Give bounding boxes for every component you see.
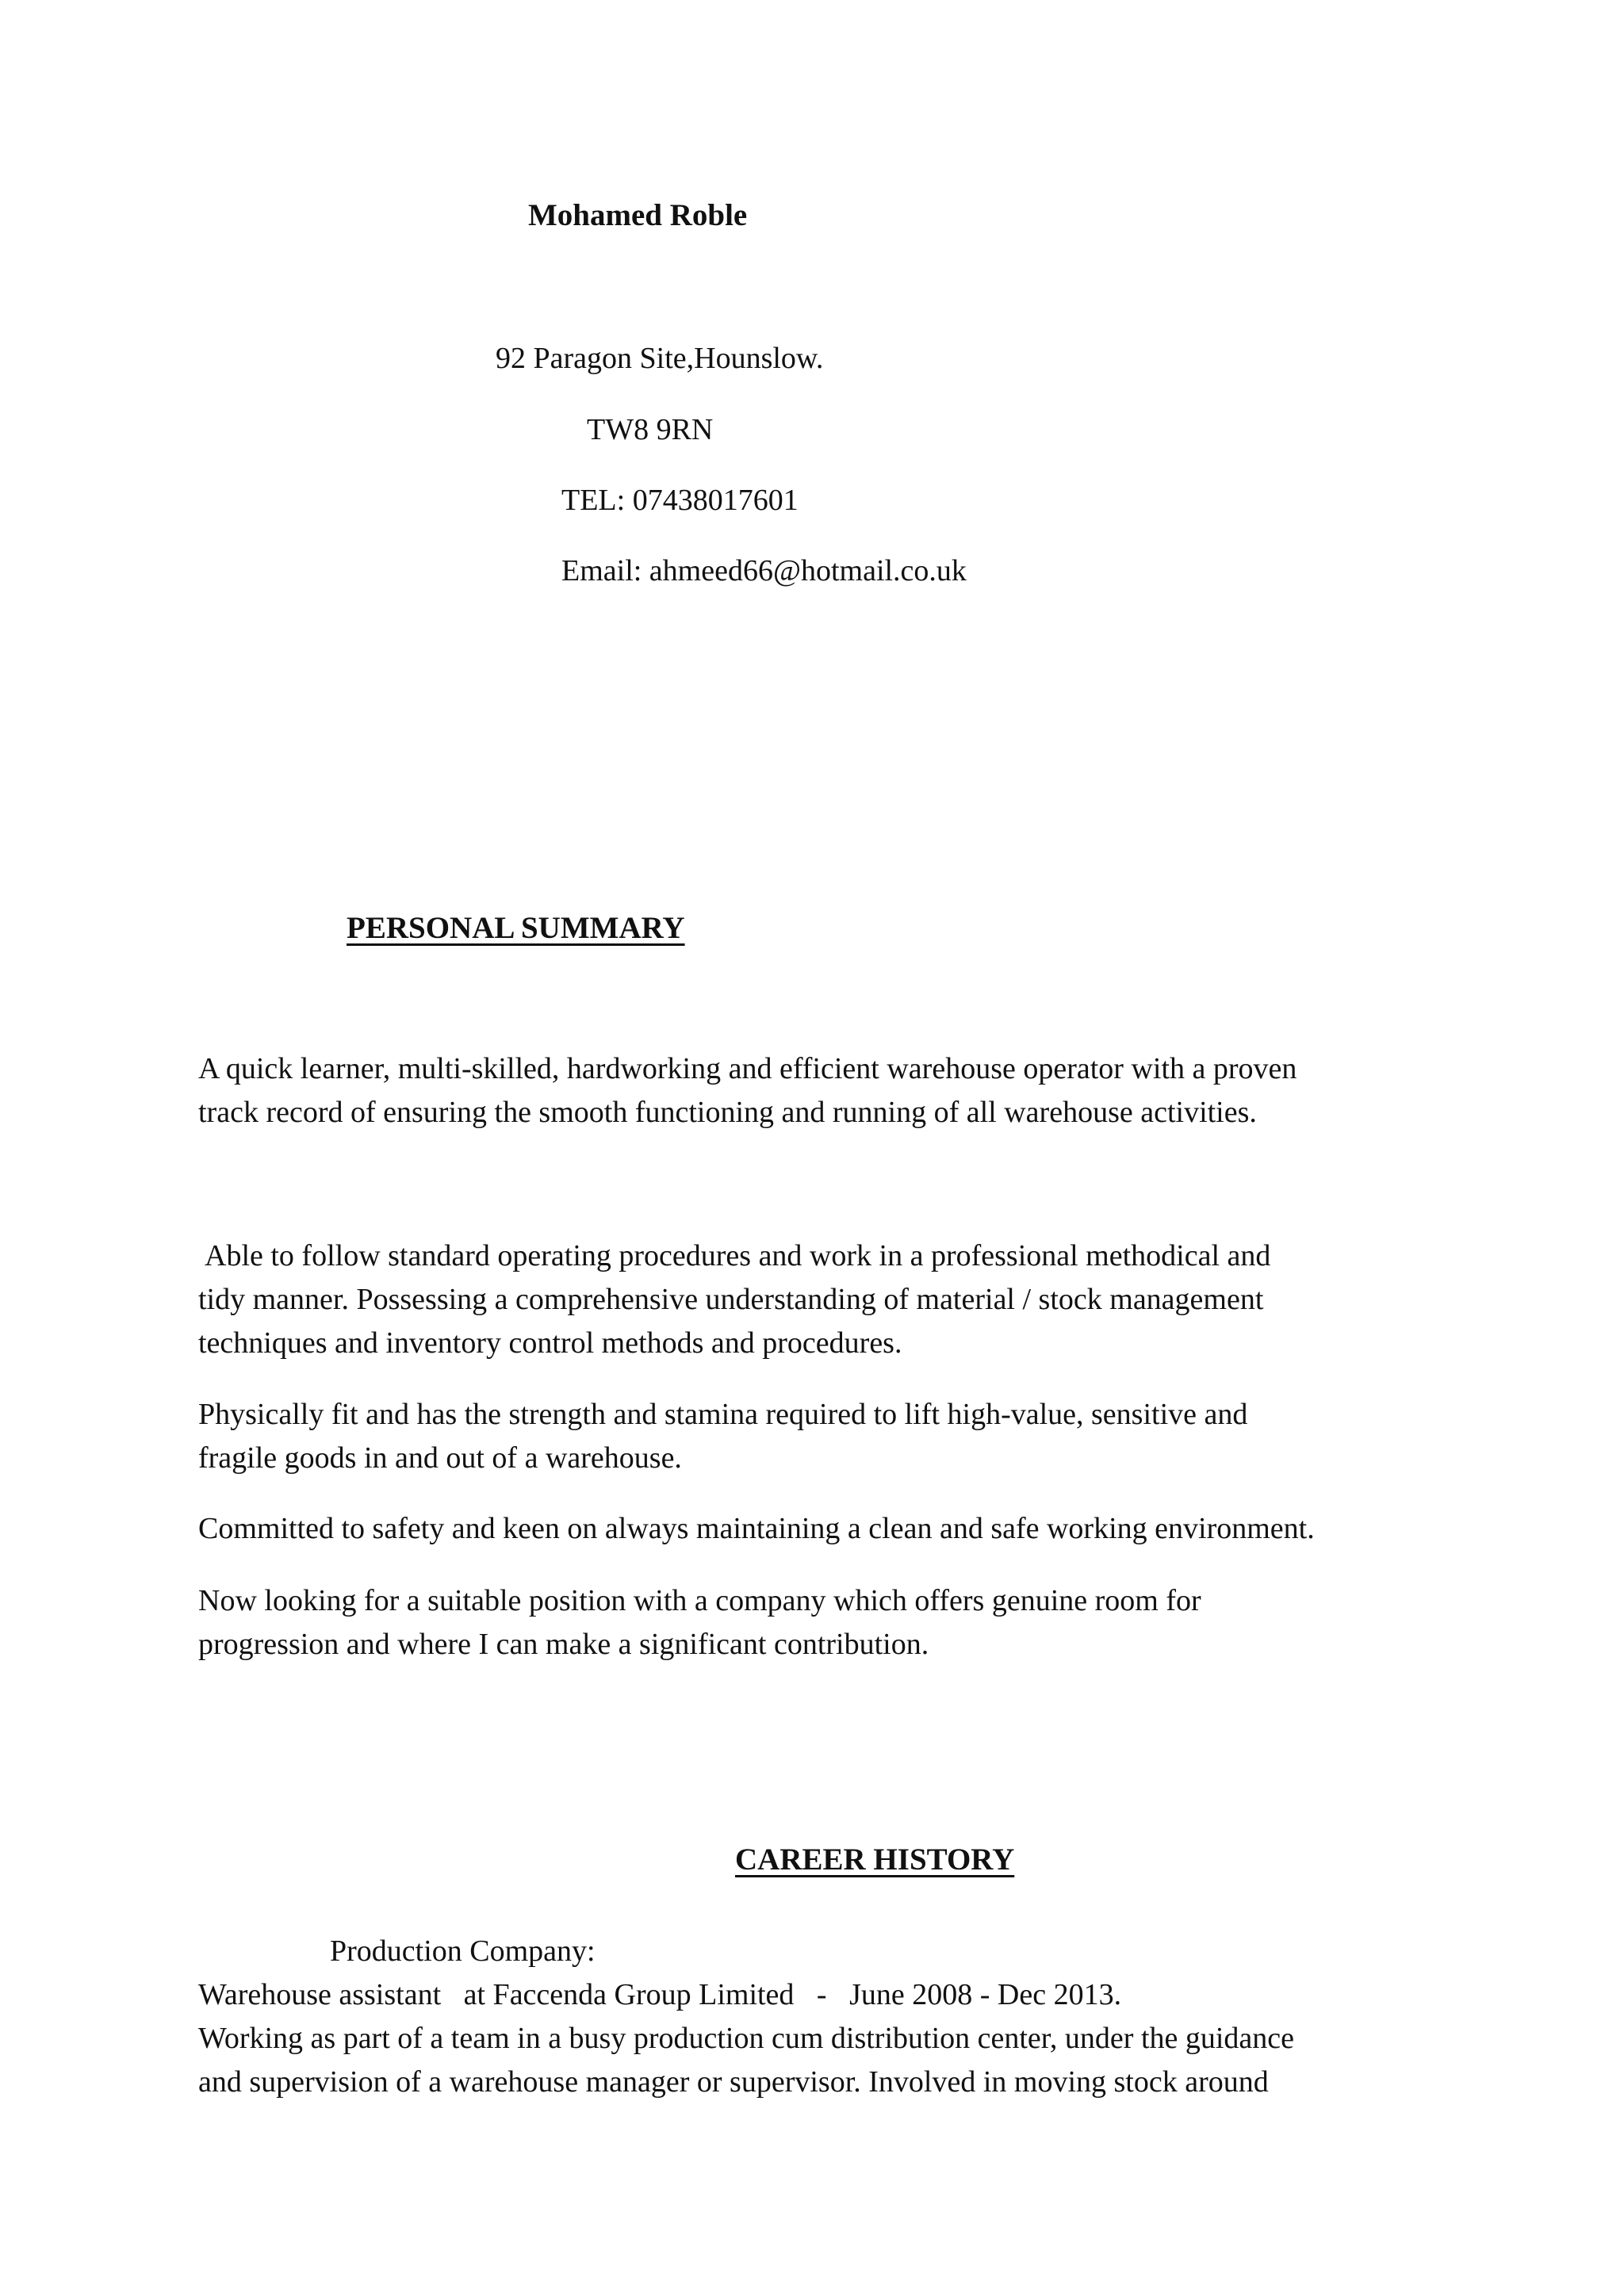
email: Email: ahmeed66@hotmail.co.uk	[561, 554, 967, 587]
summary-p5-line-2: progression and where I can make a significant contribution.	[198, 1628, 929, 1661]
summary-p3-line-1: Physically fit and has the strength and stamina required to lift high-value, sensitive and	[198, 1398, 1248, 1431]
role-line: Warehouse assistant at Faccenda Group Limited - June 2008 - Dec 2013.	[198, 1978, 1122, 2011]
career-history-heading: CAREER HISTORY	[735, 1843, 1015, 1877]
summary-p2-line-1: Able to follow standard operating procedures and work in a professional methodical and	[205, 1239, 1271, 1272]
telephone: TEL: 07438017601	[561, 484, 799, 517]
summary-p4-line-1: Committed to safety and keen on always maintaining a clean and safe working environment.	[198, 1512, 1315, 1545]
summary-p1-line-1: A quick learner, multi-skilled, hardworking and efficient warehouse operator with a proven	[198, 1052, 1297, 1085]
summary-p2-line-3: techniques and inventory control methods and procedures.	[198, 1326, 902, 1360]
summary-p2-line-2: tidy manner. Possessing a comprehensive understanding of material / stock management	[198, 1283, 1264, 1316]
summary-p1-line-2: track record of ensuring the smooth functioning and running of all warehouse activities.	[198, 1096, 1257, 1129]
personal-summary-heading: PERSONAL SUMMARY	[347, 911, 685, 945]
postcode: TW8 9RN	[587, 413, 714, 446]
company-type: Production Company:	[330, 1934, 596, 1968]
career-desc-line-2: and supervision of a warehouse manager or supervisor. Involved in moving stock around	[198, 2065, 1269, 2099]
summary-p5-line-1: Now looking for a suitable position with a company which offers genuine room for	[198, 1584, 1201, 1617]
address-line: 92 Paragon Site,Hounslow.	[496, 342, 824, 375]
summary-p3-line-2: fragile goods in and out of a warehouse.	[198, 1441, 682, 1475]
applicant-name: Mohamed Roble	[528, 198, 748, 232]
career-desc-line-1: Working as part of a team in a busy production cum distribution center, under the guidance	[198, 2022, 1295, 2055]
